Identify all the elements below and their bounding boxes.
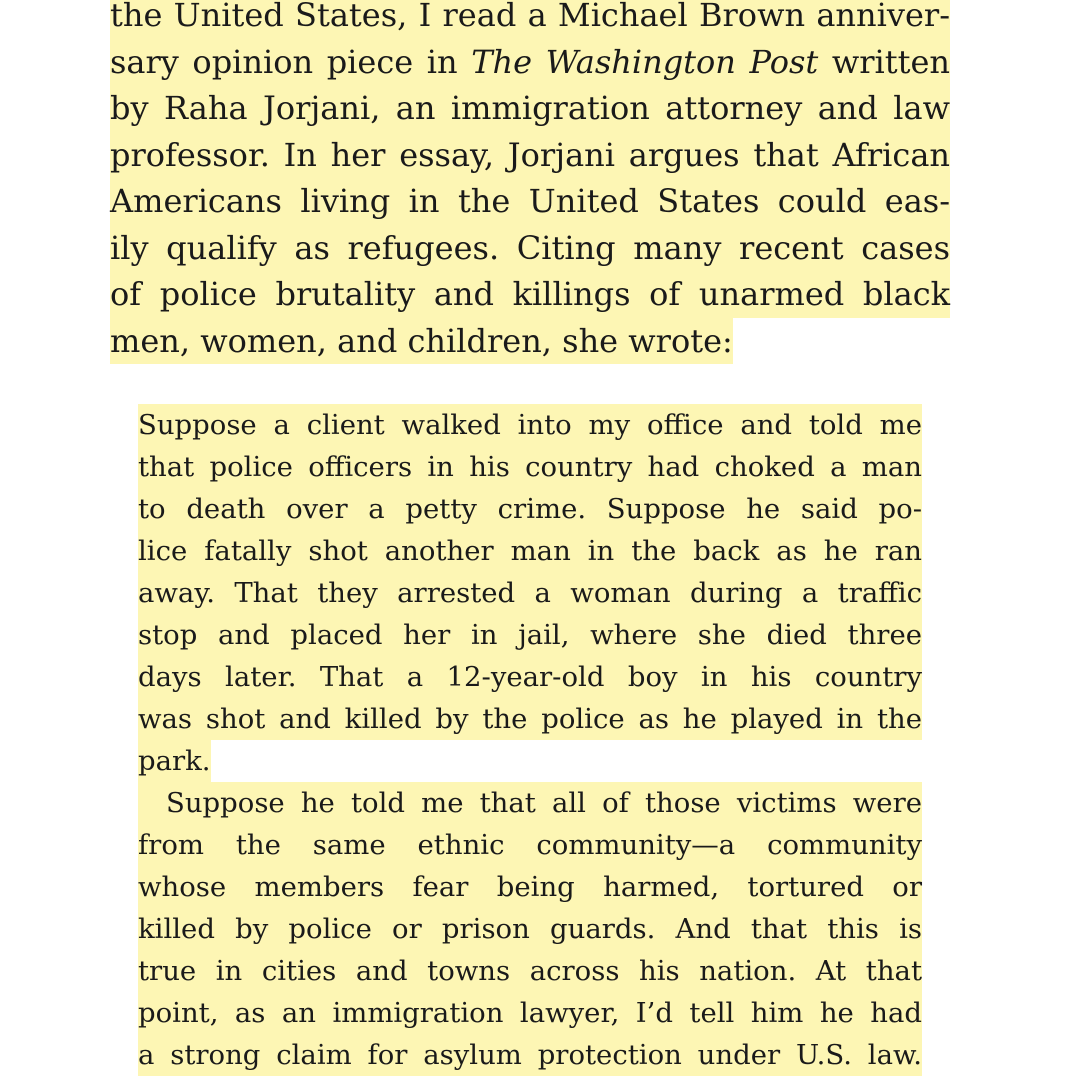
highlighted-text[interactable]: Suppose a client walked into my office and told me (138, 404, 922, 446)
highlighted-text[interactable]: whose members fear being harmed, tortured or (138, 866, 922, 908)
text-line (138, 1034, 922, 1076)
text-line (138, 782, 922, 824)
highlighted-text[interactable]: Americans living in the United States could eas- (110, 178, 950, 225)
text-line (138, 446, 922, 488)
highlighted-text[interactable]: to death over a petty crime. Suppose he said po- (138, 488, 922, 530)
text-line (138, 992, 922, 1034)
highlighted-text[interactable]: away. That they arrested a woman during a traffic (138, 572, 922, 614)
text-line (138, 530, 922, 572)
text-line (138, 404, 922, 446)
text-line (110, 225, 950, 272)
text-line (110, 0, 950, 39)
publication-title: The Washington Post (471, 42, 819, 81)
highlighted-text[interactable]: stop and placed her in jail, where she died three (138, 614, 922, 656)
highlighted-text[interactable]: men, women, and children, she wrote: (110, 318, 733, 365)
highlighted-text[interactable]: that police officers in his country had choked a man (138, 446, 922, 488)
block-quote-paragraph-1 (138, 404, 922, 782)
highlighted-text[interactable]: the United States, I read a Michael Brown anniver- (110, 0, 950, 39)
text-line (110, 85, 950, 132)
text-line (110, 39, 950, 86)
highlighted-text[interactable]: park. (138, 740, 211, 782)
highlighted-text[interactable]: point, as an immigration lawyer, I’d tell him he had (138, 992, 922, 1034)
highlighted-text[interactable]: killed by police or prison guards. And that this is (138, 908, 922, 950)
highlighted-text[interactable]: lice fatally shot another man in the back as he ran (138, 530, 922, 572)
highlighted-text[interactable]: Suppose he told me that all of those victims were (138, 782, 922, 824)
highlighted-text[interactable]: by Raha Jorjani, an immigration attorney and law (110, 85, 950, 132)
text-line (138, 908, 922, 950)
highlighted-text[interactable]: from the same ethnic community—a community (138, 824, 922, 866)
highlighted-text[interactable] (110, 39, 950, 86)
text-line (110, 178, 950, 225)
text-line (138, 572, 922, 614)
text-line (138, 950, 922, 992)
text-line (138, 740, 922, 782)
text-line (110, 271, 950, 318)
text-line (138, 866, 922, 908)
highlighted-text[interactable]: true in cities and towns across his nation. At that (138, 950, 922, 992)
highlighted-text[interactable]: a strong claim for asylum protection under U.S. law. (138, 1034, 922, 1076)
main-paragraph (110, 0, 950, 364)
highlighted-text[interactable]: was shot and killed by the police as he played in the (138, 698, 922, 740)
text-line (138, 614, 922, 656)
text-segment: written (818, 42, 951, 81)
text-line (110, 318, 950, 365)
text-line (138, 488, 922, 530)
text-line (138, 824, 922, 866)
highlighted-text[interactable]: professor. In her essay, Jorjani argues that African (110, 132, 950, 179)
text-segment: sary opinion piece in (110, 42, 472, 81)
highlighted-text[interactable]: days later. That a 12-year-old boy in his country (138, 656, 922, 698)
text-line (110, 132, 950, 179)
text-line (138, 698, 922, 740)
highlighted-text[interactable]: ily qualify as refugees. Citing many recent cases (110, 225, 950, 272)
text-line (138, 656, 922, 698)
highlighted-text[interactable]: of police brutality and killings of unarmed black (110, 271, 950, 318)
block-quote-paragraph-2 (138, 782, 922, 1076)
